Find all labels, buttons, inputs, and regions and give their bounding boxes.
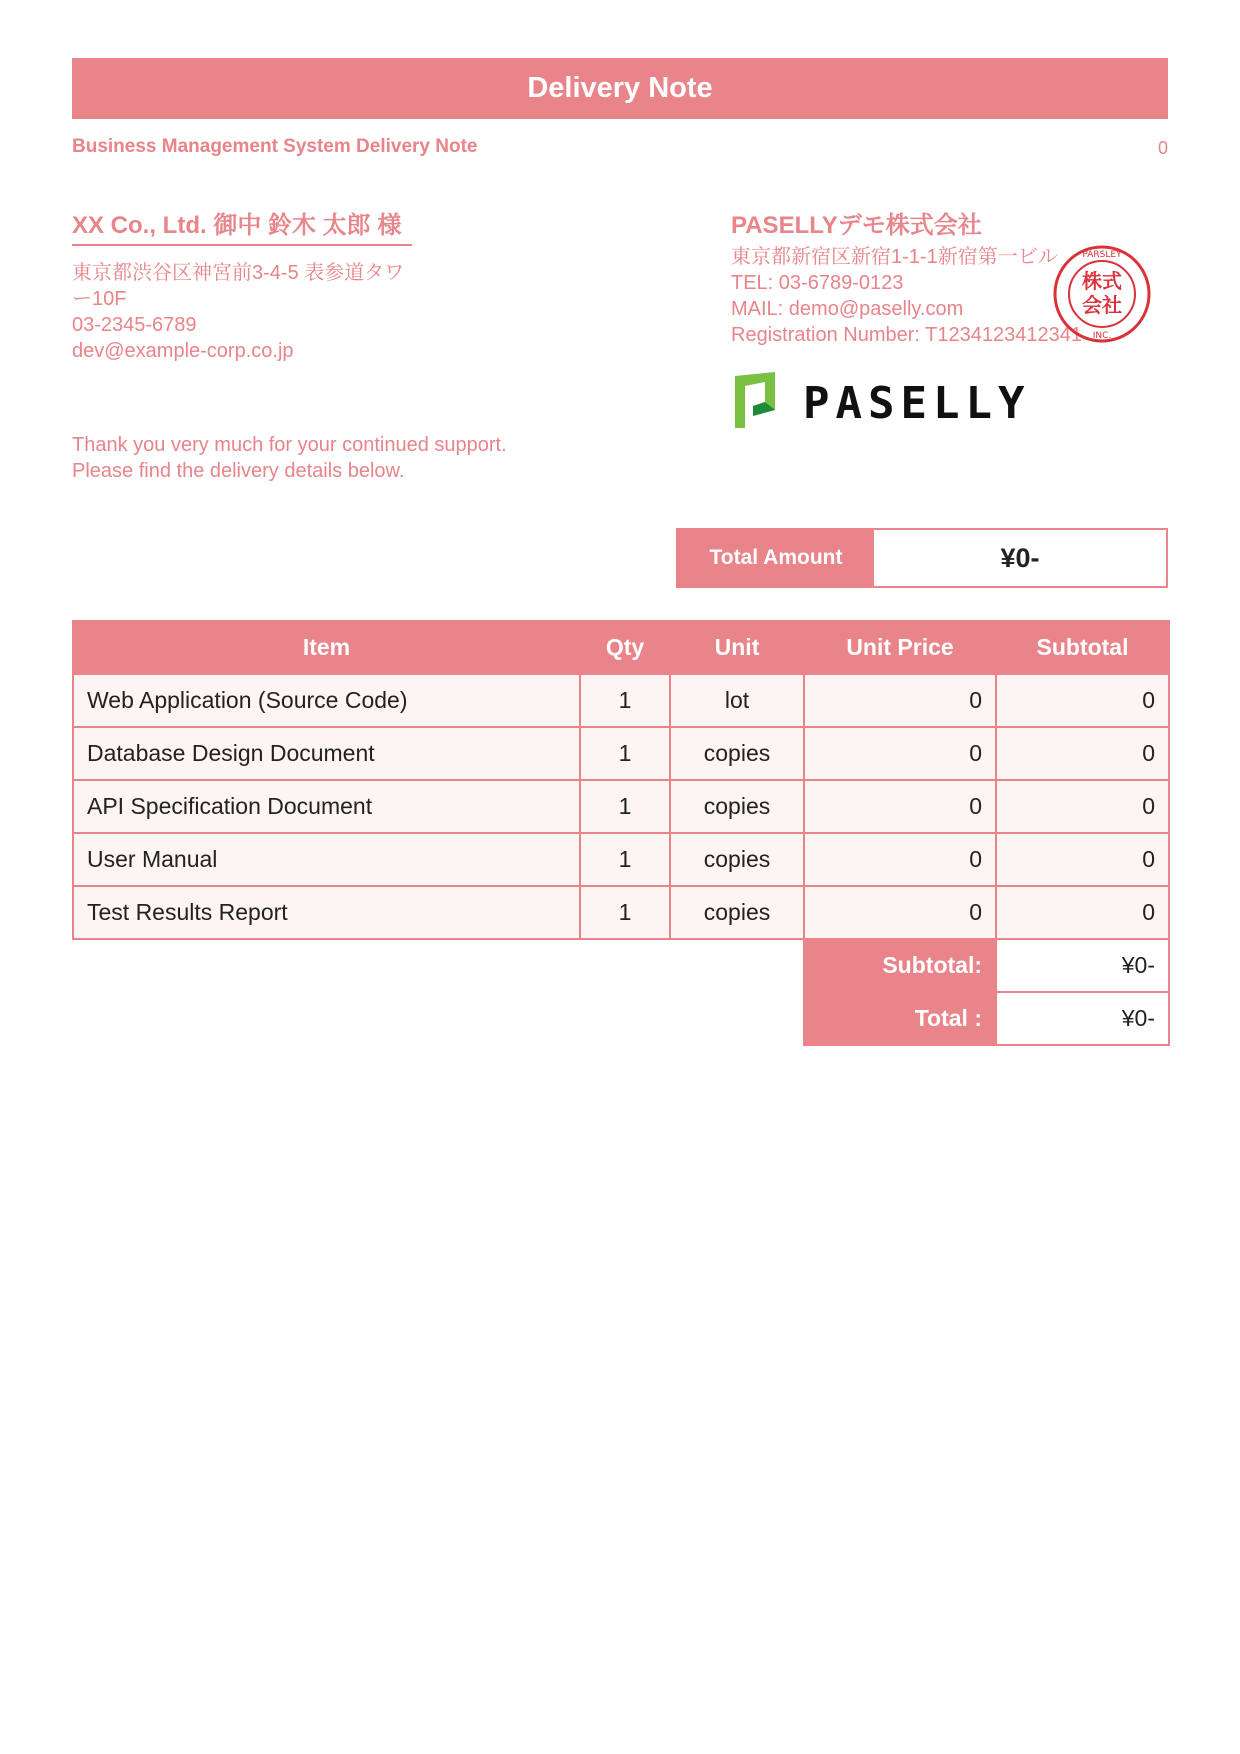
table-row: [73, 727, 1169, 780]
issuer-name: PASELLYデモ株式会社: [731, 212, 982, 239]
total-amount-value: ¥0-: [1000, 542, 1040, 573]
cell-unit-price: 0: [804, 780, 996, 833]
client-email: dev@example-corp.co.jp: [72, 340, 294, 362]
cell-item: Web Application (Source Code): [73, 674, 580, 727]
cell-unit: copies: [670, 833, 804, 886]
svg-text:PARSLEY: PARSLEY: [1082, 250, 1122, 260]
header-unit-price: Unit Price: [804, 621, 996, 674]
cell-unit: copies: [670, 727, 804, 780]
cell-item: User Manual: [73, 833, 580, 886]
cell-subtotal: 0: [996, 727, 1169, 780]
cell-qty: 1: [580, 886, 670, 939]
cell-qty: 1: [580, 833, 670, 886]
svg-text:PASELLY: PASELLY: [803, 378, 1031, 429]
header-subtotal: Subtotal: [996, 621, 1169, 674]
client-address: 東京都渋谷区神宮前3-4-5 表参道タワー10F: [72, 262, 405, 310]
issuer-address: 東京都新宿区新宿1-1-1新宿第一ビル: [731, 246, 1058, 268]
header-qty: Qty: [580, 621, 670, 674]
cell-qty: 1: [580, 780, 670, 833]
table-row: [73, 833, 1169, 886]
table-row: [73, 674, 1169, 727]
summary-spacer: [73, 939, 804, 992]
cell-unit: copies: [670, 886, 804, 939]
table-row: [73, 886, 1169, 939]
header-item: Item: [73, 621, 580, 674]
cell-unit: copies: [670, 780, 804, 833]
document-title: Delivery Note: [72, 58, 1168, 119]
cell-subtotal: 0: [996, 780, 1169, 833]
issuer-tel: TEL: 03-6789-0123: [731, 272, 904, 294]
cell-qty: 1: [580, 727, 670, 780]
total-amount-label: Total Amount: [678, 530, 874, 586]
header-unit: Unit: [670, 621, 804, 674]
cell-item: Test Results Report: [73, 886, 580, 939]
cell-unit-price: 0: [804, 833, 996, 886]
issuer-mail: MAIL: demo@paselly.com: [731, 298, 964, 320]
document-number: 0: [1157, 138, 1168, 158]
table-row: [73, 780, 1169, 833]
subtotal-label: Subtotal:: [804, 939, 996, 992]
total-label: Total :: [804, 992, 996, 1045]
subtotal-row: [73, 939, 1169, 992]
company-seal-stamp-icon: [1052, 244, 1152, 344]
greeting-line-1: Thank you very much for your continued support.: [72, 434, 507, 456]
total-row: [73, 992, 1169, 1045]
cell-unit-price: 0: [804, 886, 996, 939]
cell-unit-price: 0: [804, 727, 996, 780]
total-value: ¥0-: [996, 992, 1169, 1045]
client-block: [72, 212, 420, 364]
client-tel: 03-2345-6789: [72, 314, 197, 336]
svg-text:会社: 会社: [1082, 293, 1122, 317]
system-title: Business Management System Delivery Note: [72, 136, 478, 157]
cell-unit-price: 0: [804, 674, 996, 727]
subtotal-value: ¥0-: [996, 939, 1169, 992]
total-amount-box: [676, 528, 1168, 588]
items-table: [72, 620, 1170, 1046]
greeting-line-2: Please find the delivery details below.: [72, 460, 405, 482]
issuer-registration: Registration Number: T1234123412341: [731, 324, 1082, 346]
cell-qty: 1: [580, 674, 670, 727]
cell-item: API Specification Document: [73, 780, 580, 833]
paselly-logo: [731, 368, 1071, 432]
cell-item: Database Design Document: [73, 727, 580, 780]
cell-subtotal: 0: [996, 833, 1169, 886]
cell-unit: lot: [670, 674, 804, 727]
client-name: XX Co., Ltd. 御中 鈴木 太郎 様: [72, 212, 412, 246]
cell-subtotal: 0: [996, 886, 1169, 939]
svg-text:株式: 株式: [1082, 269, 1122, 293]
client-info: [72, 260, 420, 364]
cell-subtotal: 0: [996, 674, 1169, 727]
table-header-row: [73, 621, 1169, 674]
svg-text:INC.: INC.: [1092, 331, 1112, 341]
greeting: [72, 432, 507, 484]
summary-spacer: [73, 992, 804, 1045]
